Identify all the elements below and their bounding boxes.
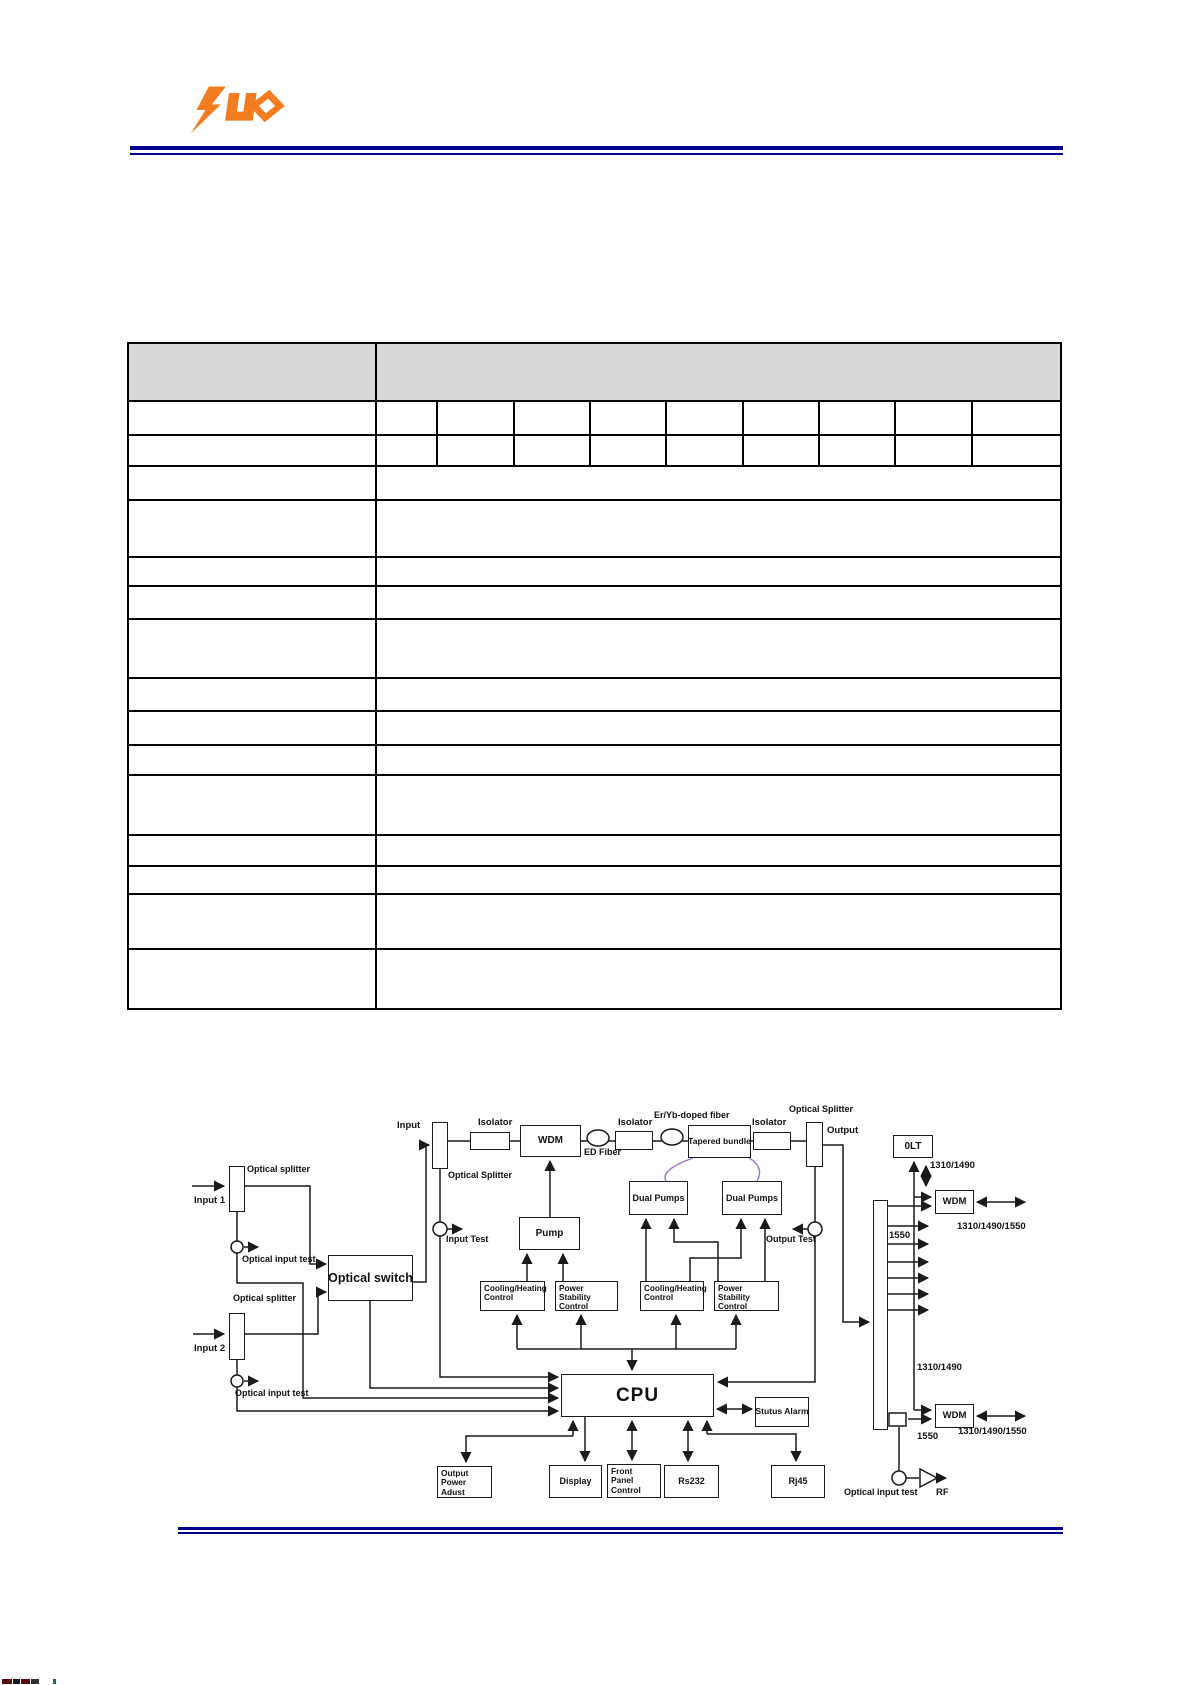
footer-rule-thick [178, 1527, 1063, 1530]
optical-splitter-output-box [806, 1122, 823, 1167]
isolator3-label: Isolator [752, 1117, 787, 1128]
pump-coupling-curves [665, 1158, 760, 1181]
front-panel-control-box [607, 1464, 661, 1498]
pump-label: Pump [535, 1227, 564, 1239]
input1-test-point [231, 1241, 243, 1253]
optical-splitter-top-box [432, 1122, 448, 1169]
band-1310-1490-1550-bottom-label: 1310/1490/1550 [958, 1426, 1027, 1437]
cpu-label: CPU [615, 1384, 660, 1406]
pump-box [519, 1217, 580, 1250]
output-label: Output [827, 1125, 859, 1136]
power-stability-control1-box [555, 1281, 618, 1311]
rf-amplifier-triangle [920, 1469, 937, 1487]
dual-pumps-label: Dual Pumps [632, 1192, 685, 1203]
rj45-box [771, 1465, 825, 1498]
input2-test-point [231, 1375, 243, 1387]
band-1310-1490-bottom-label: 1310/1490 [917, 1362, 962, 1373]
input2-splitter-box [229, 1313, 245, 1360]
wdm-label: WDM [942, 1195, 967, 1207]
band-1550-bottom-label: 1550 [917, 1431, 939, 1442]
input1-label: Input 1 [194, 1195, 226, 1206]
status-alarm-box [755, 1397, 809, 1427]
fpc-label-line1: Front Panel [611, 1466, 634, 1486]
coupler-box [889, 1413, 906, 1426]
tapered-bundle-label: Tapered bundle [688, 1135, 751, 1146]
status-alarm-label: Stutus Alarm [755, 1406, 809, 1417]
wdm2-box [935, 1404, 974, 1428]
page-corner-artifact [2, 1679, 56, 1684]
optical-splitter-output-label: Optical Splitter [789, 1104, 854, 1114]
cooling-label-line2: Control [484, 1293, 514, 1303]
input2-label: Input 2 [194, 1343, 226, 1354]
tapered-bundle-box [688, 1125, 751, 1158]
optical-switch-label: Optical switch [328, 1271, 413, 1285]
input2-test-label: Optical input test [235, 1388, 309, 1398]
input-test-point [433, 1222, 447, 1236]
cooling-label-line1: Cooling/Heating [644, 1284, 707, 1293]
dual-pumps-label: Dual Pumps [725, 1192, 778, 1203]
rf-test-point [892, 1471, 906, 1485]
display-label: Display [559, 1476, 592, 1487]
rs232-box [664, 1465, 719, 1498]
olt-label: 0LT [904, 1140, 922, 1152]
rj45-label: Rj45 [788, 1476, 808, 1487]
power-label-line2: Control [559, 1302, 589, 1312]
output-splitter-bank [873, 1200, 888, 1430]
power-stability-control2-box [714, 1281, 779, 1311]
optical-splitter-top-label: Optical Splitter [448, 1170, 513, 1180]
output-power-adjust-box [437, 1466, 492, 1498]
ed-fiber-label: ED Fiber [584, 1147, 622, 1157]
rf-input-test-label: Optical input test [844, 1487, 918, 1497]
cooling-label-line1: Cooling/Heating [484, 1284, 547, 1293]
wdm-label: WDM [942, 1409, 967, 1421]
opa-label-line1: Output Power [441, 1468, 469, 1488]
fpc-label-line2: Control [611, 1484, 641, 1495]
footer-rule-thin [178, 1532, 1063, 1534]
power-label-line2: Control [718, 1302, 748, 1312]
display-box [549, 1465, 602, 1498]
wdm-label: WDM [538, 1135, 563, 1147]
eryb-doped-fiber-label: Er/Yb-doped fiber [654, 1110, 730, 1120]
input-label: Input [397, 1120, 421, 1131]
dual-pumps2-box [722, 1181, 782, 1215]
wdm-top-box [520, 1125, 581, 1157]
isolator2-label: Isolator [618, 1117, 653, 1128]
wdm1-box [935, 1190, 974, 1214]
cooling-label-line2: Control [644, 1293, 674, 1303]
rf-label: RF [936, 1487, 949, 1498]
isolator1-box [470, 1132, 510, 1150]
input1-splitter-label: Optical splitter [247, 1164, 311, 1174]
ed-fiber-coil [587, 1130, 609, 1146]
isolator3-box [753, 1132, 791, 1150]
cooling-heating-control2-box [640, 1281, 707, 1311]
input2-splitter-label: Optical splitter [233, 1293, 297, 1303]
input1-test-label: Optical input test [242, 1254, 316, 1264]
olt-box [893, 1135, 933, 1158]
rs232-label: Rs232 [678, 1476, 705, 1487]
dual-pumps1-box [629, 1181, 688, 1215]
power-label-line1: Power Stability [718, 1284, 750, 1303]
isolator1-label: Isolator [478, 1117, 513, 1128]
band-1310-1490-1550-top-label: 1310/1490/1550 [957, 1221, 1026, 1232]
optical-switch-box [328, 1255, 413, 1301]
cpu-box [561, 1374, 714, 1417]
eryb-fiber-coil [661, 1129, 683, 1145]
cooling-heating-control1-box [480, 1281, 545, 1311]
input1-splitter-box [229, 1166, 245, 1212]
band-1550-top-label: 1550 [889, 1230, 911, 1241]
power-label-line1: Power Stability [559, 1284, 591, 1303]
output-test-label: Output Test [766, 1234, 816, 1244]
opa-label-line2: Adust [441, 1486, 465, 1497]
input-test-label: Input Test [446, 1234, 489, 1244]
band-1310-1490-top-label: 1310/1490 [930, 1160, 975, 1171]
